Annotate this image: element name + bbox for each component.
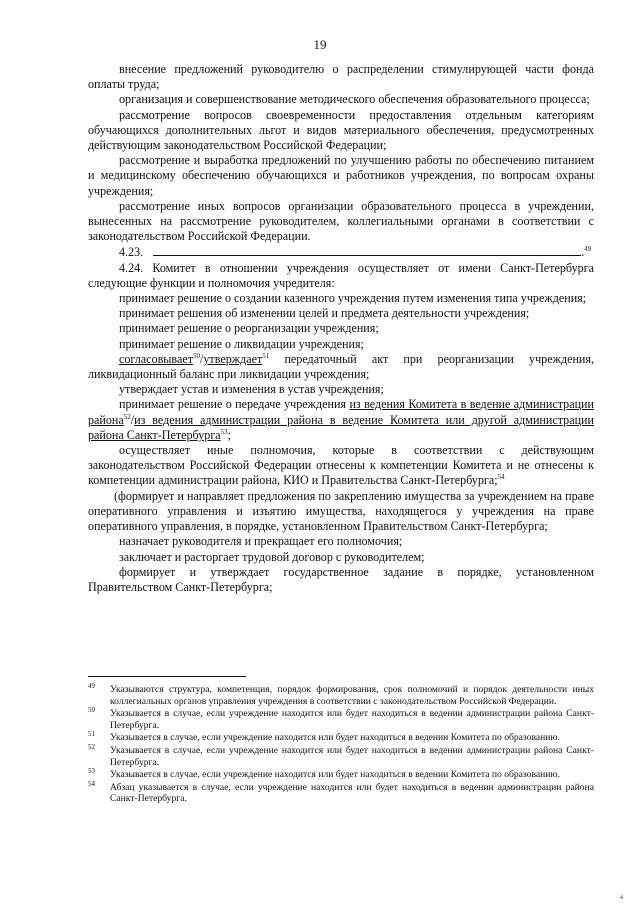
paragraph-property: (формирует и направляет предложения по закреплению имущества за учреждением на праве оперативного управления и изъятию имущества, находящегося у учреждения на праве оперативного управления, в порядке, установленном Правительством Санкт-Петербурга;	[88, 488, 594, 534]
paragraph-labor-contract: заключает и расторгает трудовой договор с руководителем;	[119, 549, 425, 564]
paragraph-transfer-act: согласовывает$^{50}$/утверждает$^{51}$ передаточный акт при реорганизации учреждения, ликвидационный баланс при ликвидации учреждения;	[88, 351, 594, 382]
footnote-mark: 53	[88, 767, 95, 776]
footnote-ref-53: 53	[220, 427, 228, 436]
footnote-mark: 51	[88, 730, 95, 739]
footnote-text: Указываются структура, компетенция, порядок формирования, срок полномочий и порядок деятельности иных коллегиальных органов управления учреждения в соответствии с законодательством Российской Федерации.	[110, 684, 594, 707]
underlined-approves: утверждает	[203, 351, 263, 366]
paragraph-methodical-support: организация и совершенствование методического обеспечения образовательного процесса;	[119, 92, 590, 107]
paragraph-liquidation: принимает решение о ликвидации учреждения;	[119, 336, 364, 351]
paragraph-transfer-jurisdiction: принимает решение о передаче учреждения из ведения Комитета в ведение администрации района$^{52}$/из ведения администрации района в ведение Комитета или другой администрации района Санкт-Петербурга$^{53}$;	[88, 397, 595, 442]
footnote-mark: 50	[88, 706, 95, 715]
paragraph-create-institution: принимает решение о создании казенного учреждения путем изменения типа учреждения;	[119, 291, 587, 306]
footnotes	[88, 684, 594, 806]
underlined-district-to-committee: из ведения администрации района в ведение Комитета или другой администрации района Санкт-Петербурга	[88, 412, 594, 442]
underlined-committee-to-district: из ведения Комитета в ведение администрации района	[88, 397, 595, 427]
footnote-text: Абзац указывается в случае, если учреждение находится или будет находиться в ведении администрации района Санкт-Петербурга.	[110, 781, 594, 805]
footnote-ref-49: 49	[584, 245, 592, 254]
paragraph-stimulus-fund: внесение предложений руководителю о распределении стимулирующей части фонда оплаты труда;	[88, 62, 594, 92]
clause-end: .	[581, 245, 585, 260]
transfer-act-text: передаточный акт при реорганизации учреждения, ликвидационный баланс при ликвидации учреждения;	[88, 351, 594, 382]
footnote	[88, 769, 594, 781]
paragraph-charter: утверждает устав и изменения в устав учреждения;	[119, 382, 384, 397]
paragraph-state-task: формирует и утверждает государственное задание в порядке, установленном Правительством Санкт-Петербурга;	[88, 564, 594, 594]
footnote-text: Указывается в случае, если учреждение находится или будет находиться в ведении Комитета по образованию.	[110, 769, 560, 781]
footnote-ref-50: 50	[193, 351, 200, 360]
footnote-mark: 54	[88, 779, 95, 788]
other-powers-text: осуществляет иные полномочия, которые в соответствии с действующим законодательством Российской Федерации отнесены к компетенции Комитета и не отнесены к компетенции администрации района, КИО и Правительства Санкт-Петербурга;	[88, 443, 594, 488]
paragraph-4-23	[88, 244, 594, 260]
paragraph-other-powers	[88, 443, 594, 489]
paragraph-other-questions: рассмотрение иных вопросов организации образовательного процесса в учреждении, вынесенных на рассмотрение руководителем, коллегиальными органами в соответствии с законодательством Российской Федерации.	[88, 198, 594, 244]
paragraph-reorganization: принимает решение о реорганизации учреждения;	[119, 321, 379, 336]
footnote	[88, 684, 594, 707]
blank-fill-line	[153, 244, 581, 256]
footnote-ref-52: 52	[123, 412, 131, 421]
transfer-text: принимает решение о передаче учреждения	[119, 397, 350, 412]
footnote	[88, 708, 594, 731]
footnote-separator	[88, 676, 246, 677]
footnote-text: Указывается в случае, если учреждение находится или будет находиться в ведении администрации района Санкт-Петербурга.	[110, 708, 594, 731]
paragraph-change-goals: принимает решения об изменении целей и предмета деятельности учреждения;	[119, 306, 530, 321]
footnote	[88, 732, 594, 744]
paragraph-4-24: 4.24. Комитет в отношении учреждения осуществляет от имени Санкт-Петербурга следующие функции и полномочия учредителя:	[88, 260, 594, 290]
footnote	[88, 779, 594, 805]
footnote-ref-51: 51	[262, 351, 270, 360]
footnote-text: Указывается в случае, если учреждение находится или будет находиться в ведении Комитета по образованию.	[110, 732, 560, 744]
page-number: 19	[313, 37, 327, 52]
footnote-mark: 52	[88, 742, 95, 751]
paragraph-appoint-head: назначает руководителя и прекращает его полномочия;	[119, 534, 403, 549]
scan-edge-mark: 4	[620, 895, 623, 901]
footnote-text: Указывается в случае, если учреждение находится или будет находиться в ведении администрации района Санкт-Петербурга.	[110, 744, 594, 768]
clause-number: 4.23.	[119, 245, 144, 260]
paragraph-benefits: рассмотрение вопросов своевременности предоставления отдельным категориям обучающихся дополнительных льгот и видов материального обеспечения, предусмотренных действующим законодательством Российской Федерации;	[88, 107, 594, 153]
body-text	[88, 62, 594, 595]
paragraph-food-medical: рассмотрение и выработка предложений по улучшению работы по обеспечению питанием и медицинскому обеспечению обучающихся и работников учреждения, по вопросам охраны учреждения;	[88, 153, 594, 198]
footnote	[88, 742, 594, 768]
footnote-mark: 49	[88, 682, 95, 690]
underlined-agrees: согласовывает	[119, 351, 193, 366]
footnote-ref-54: 54	[497, 473, 505, 482]
transfer-end: ;	[227, 427, 232, 442]
